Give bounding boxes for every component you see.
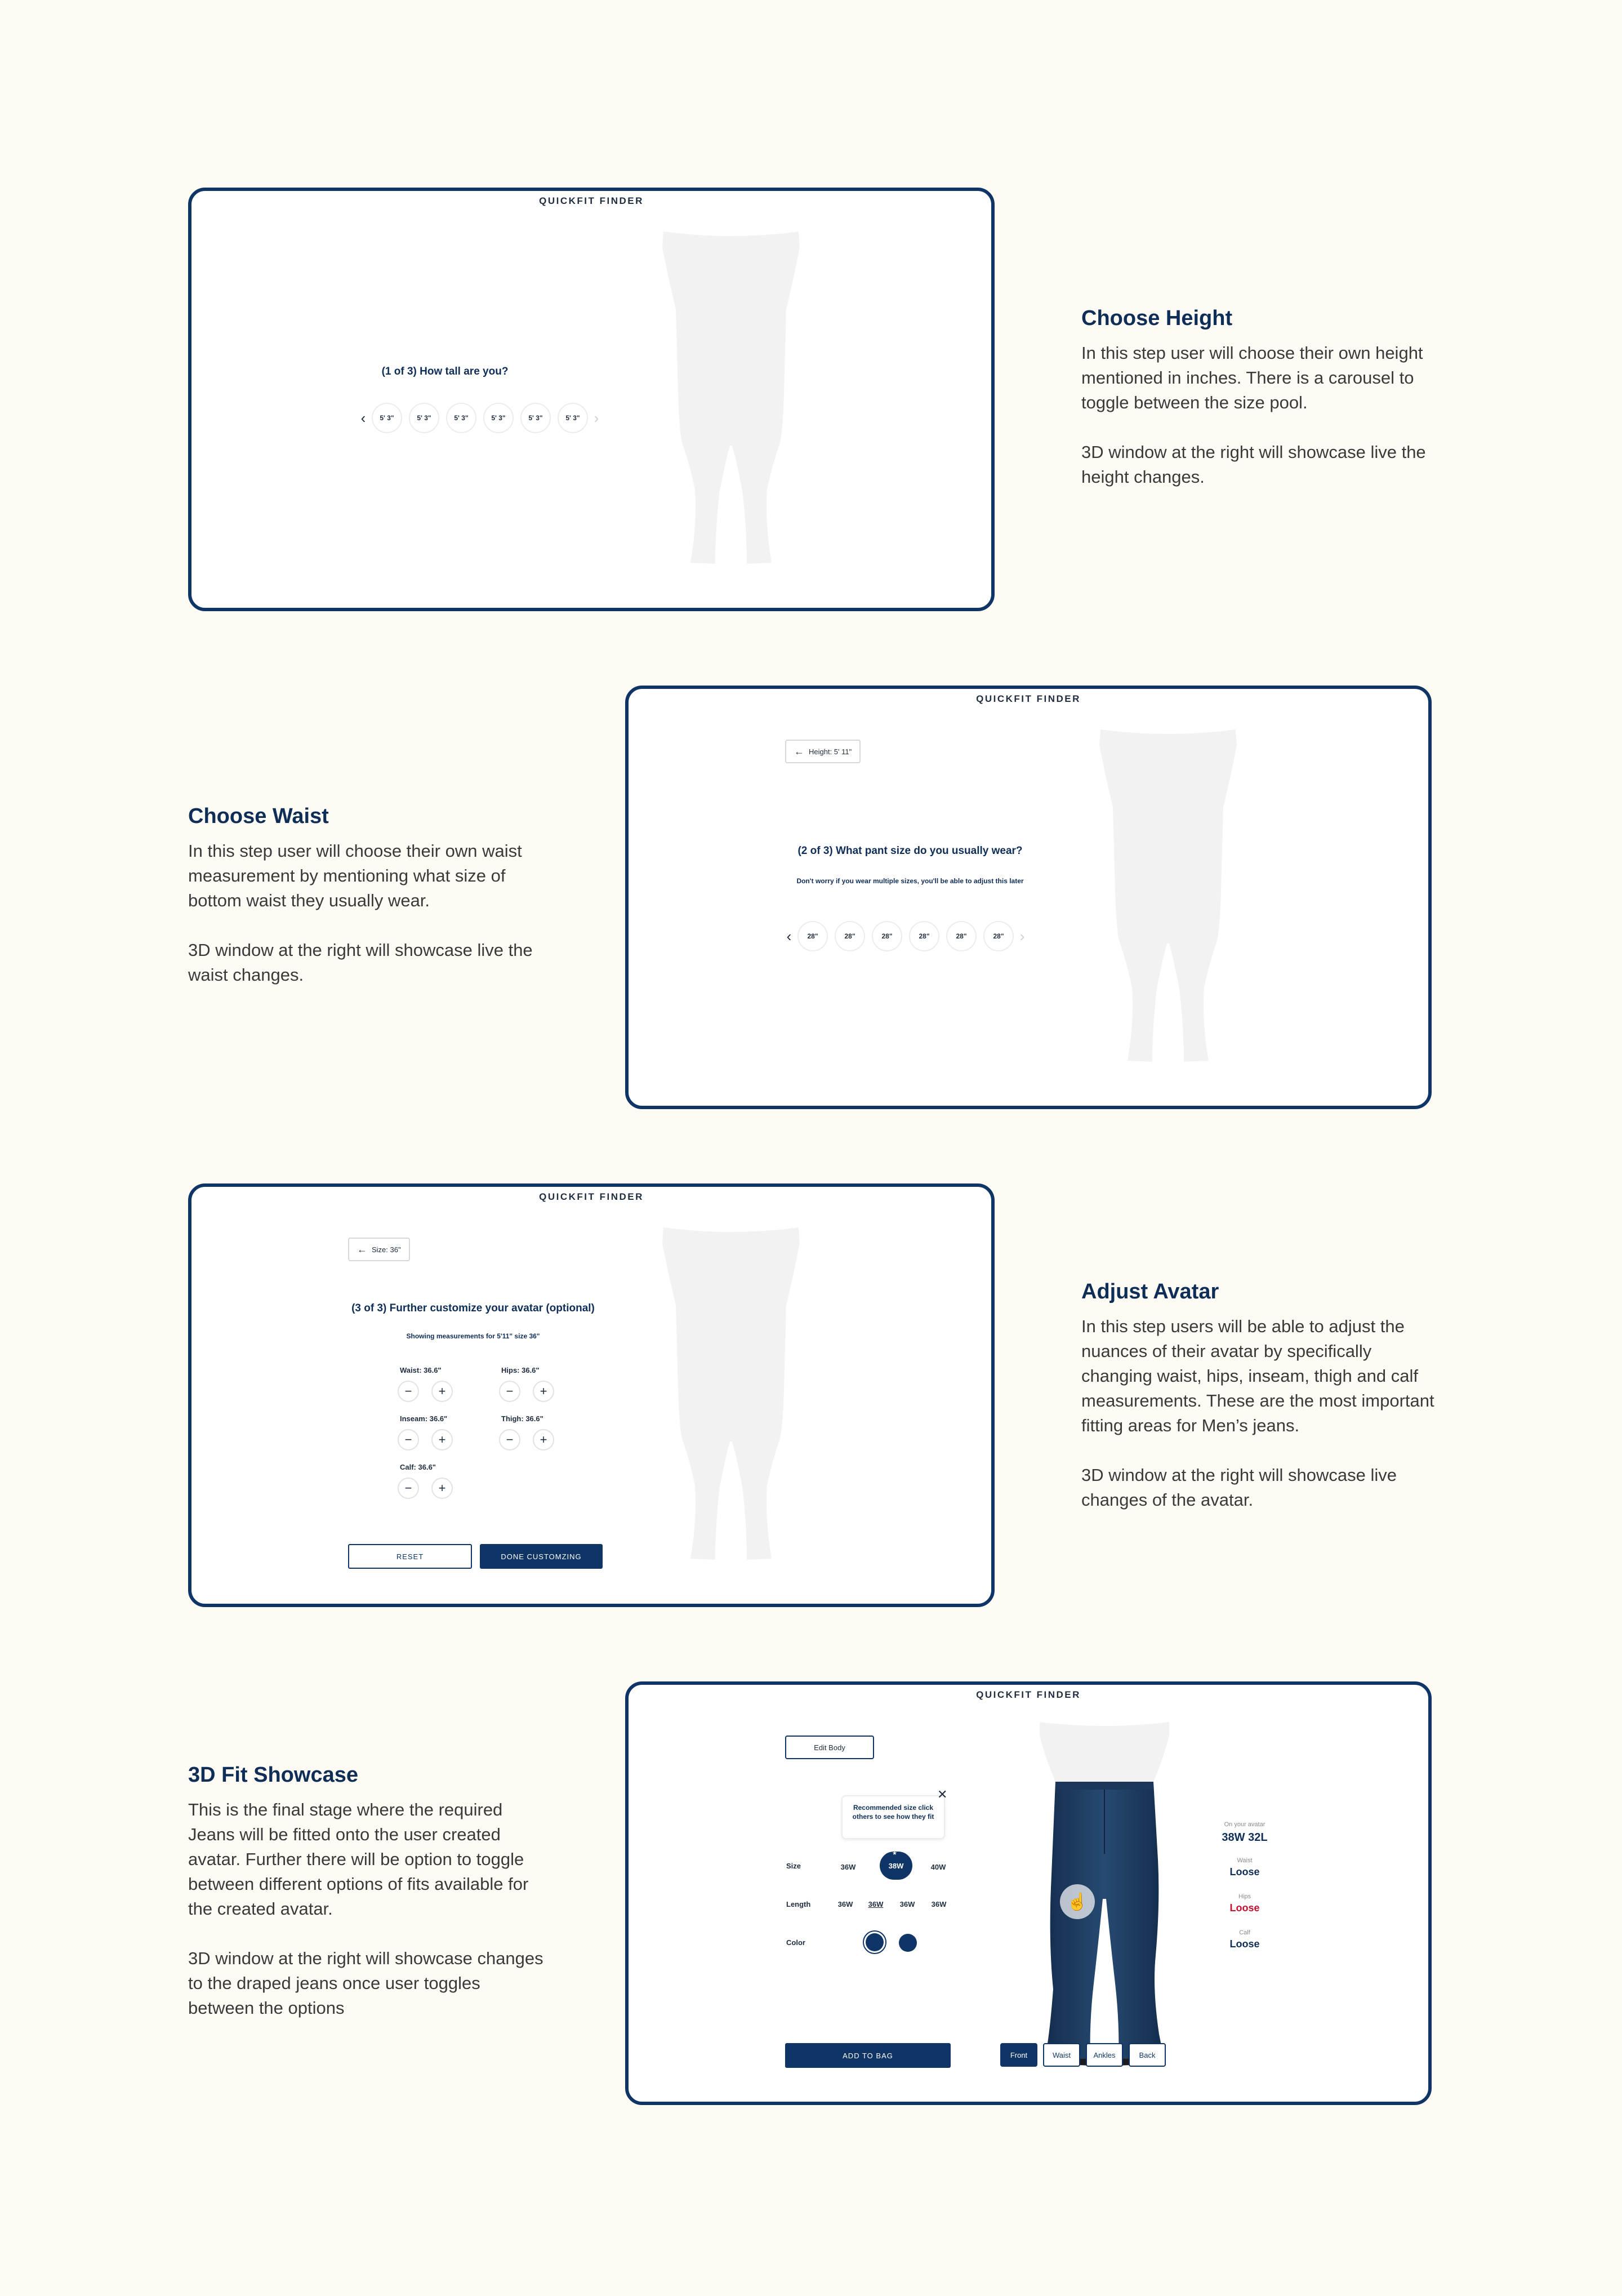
star-icon: ★ — [892, 1850, 897, 1857]
calf-increase-button[interactable]: + — [431, 1478, 453, 1499]
section-paragraph: 3D window at the right will showcase changes to the draped jeans once user toggles between the options — [188, 1948, 543, 2018]
close-icon[interactable]: ✕ — [937, 1787, 948, 1801]
card-title: QUICKFIT FINDER — [976, 693, 1081, 704]
rotate-hand-icon[interactable]: ☝ — [1060, 1884, 1095, 1919]
fit-calf-value: Loose — [1229, 1938, 1260, 1950]
reset-button[interactable]: RESET — [348, 1544, 472, 1569]
length-option-selected[interactable]: 36W — [868, 1900, 884, 1908]
hips-decrease-button[interactable]: − — [499, 1381, 520, 1402]
view-front-button[interactable]: Front — [1000, 2043, 1037, 2067]
add-to-bag-button[interactable]: ADD TO BAG — [785, 2043, 951, 2068]
section-paragraph: 3D window at the right will showcase live the waist changes. — [188, 940, 533, 985]
chevron-right-icon[interactable]: › — [1019, 927, 1025, 945]
waist-option[interactable]: 28" — [835, 921, 865, 951]
height-option[interactable]: 5' 3" — [409, 403, 439, 433]
card-title: QUICKFIT FINDER — [539, 195, 644, 206]
color-swatch-fill — [866, 1933, 884, 1951]
edit-body-button[interactable]: Edit Body — [785, 1736, 874, 1759]
height-description — [1081, 306, 1442, 514]
view-ankles-button[interactable]: Ankles — [1086, 2043, 1123, 2067]
back-label: Size: 36" — [372, 1245, 401, 1254]
chevron-left-icon[interactable]: ‹ — [360, 409, 366, 426]
arrow-left-icon: ← — [357, 1243, 367, 1255]
avatar-with-jeans — [1028, 1719, 1180, 2068]
thigh-increase-button[interactable]: + — [533, 1429, 554, 1450]
inseam-decrease-button[interactable]: − — [398, 1429, 419, 1450]
chevron-right-icon[interactable]: › — [594, 409, 599, 426]
section-paragraph: In this step user will choose their own height mentioned in inches. There is a carousel to toggle between the size pool. — [1081, 343, 1423, 412]
section-paragraph: In this step users will be able to adjust the nuances of their avatar by specifically changing waist, hips, inseam, thigh and calf measurements. These are the most important fitting areas for Men’s jeans. — [1081, 1316, 1434, 1435]
section-paragraph: This is the final stage where the required Jeans will be fitted onto the user created avatar. Further there will be option to toggle between different options of fits available for the created avatar. — [188, 1800, 529, 1919]
waist-decrease-button[interactable]: − — [398, 1381, 419, 1402]
waist-option[interactable]: 28" — [797, 921, 828, 951]
section-heading: Choose Height — [1081, 306, 1233, 330]
calf-decrease-button[interactable]: − — [398, 1478, 419, 1499]
length-option[interactable]: 36W — [931, 1900, 947, 1908]
height-option[interactable]: 5' 3" — [483, 403, 514, 433]
card-title: QUICKFIT FINDER — [976, 1689, 1081, 1700]
recommended-size-tooltip — [841, 1795, 945, 1839]
waist-carousel — [781, 921, 1031, 951]
fit-waist-value: Loose — [1229, 1866, 1260, 1877]
back-label: Height: 5' 11" — [809, 747, 852, 756]
on-avatar-size: 38W 32L — [1222, 1831, 1268, 1844]
waist-option[interactable]: 28" — [909, 921, 939, 951]
section-paragraph: 3D window at the right will showcase live the height changes. — [1081, 442, 1426, 487]
waist-measurement-label: Waist: 36.6" — [400, 1366, 442, 1374]
avatar-silhouette — [1089, 723, 1247, 1072]
height-question: (1 of 3) How tall are you? — [381, 366, 509, 377]
chevron-left-icon[interactable]: ‹ — [786, 927, 792, 945]
inseam-measurement-label: Inseam: 36.6" — [400, 1414, 448, 1423]
size-label: Size — [786, 1862, 801, 1870]
card-title: QUICKFIT FINDER — [539, 1191, 644, 1202]
tooltip-text: Recommended size click others to see how they fit — [852, 1804, 934, 1821]
on-avatar-label: On your avatar — [1224, 1821, 1265, 1828]
selected-size-text: 38W — [888, 1861, 904, 1870]
fit-waist-label: Waist — [1237, 1857, 1253, 1864]
hips-increase-button[interactable]: + — [533, 1381, 554, 1402]
waist-increase-button[interactable]: + — [431, 1381, 453, 1402]
arrow-left-icon: ← — [794, 745, 804, 757]
length-label: Length — [786, 1900, 811, 1908]
calf-measurement-label: Calf: 36.6" — [400, 1463, 436, 1471]
avatar-silhouette — [652, 225, 810, 574]
waist-description — [188, 804, 549, 1012]
section-heading: Adjust Avatar — [1081, 1280, 1219, 1303]
section-paragraph: In this step user will choose their own waist measurement by mentioning what size of bottom waist they usually wear. — [188, 841, 522, 910]
color-swatch[interactable] — [899, 1934, 917, 1952]
fit-showcase-description — [188, 1763, 549, 2045]
inseam-increase-button[interactable]: + — [431, 1429, 453, 1450]
height-option[interactable]: 5' 3" — [558, 403, 588, 433]
back-to-height-button[interactable] — [785, 740, 861, 763]
section-heading: 3D Fit Showcase — [188, 1763, 358, 1787]
waist-option[interactable]: 28" — [983, 921, 1014, 951]
length-option[interactable]: 36W — [899, 1900, 915, 1908]
length-option[interactable]: 36W — [837, 1900, 853, 1908]
customize-subtext: Showing measurements for 5'11" size 36" — [406, 1332, 540, 1340]
view-waist-button[interactable]: Waist — [1043, 2043, 1080, 2067]
view-back-button[interactable]: Back — [1129, 2043, 1166, 2067]
height-option[interactable]: 5' 3" — [520, 403, 551, 433]
size-option[interactable]: 40W — [930, 1863, 946, 1871]
hips-measurement-label: Hips: 36.6" — [501, 1366, 540, 1374]
done-customizing-button[interactable]: DONE CUSTOMZING — [480, 1544, 603, 1569]
customize-question: (3 of 3) Further customize your avatar (optional) — [351, 1302, 595, 1314]
avatar-silhouette — [652, 1221, 810, 1570]
height-step-card — [188, 188, 995, 611]
waist-step-card — [625, 686, 1432, 1109]
height-option[interactable]: 5' 3" — [446, 403, 476, 433]
size-option[interactable]: 36W — [840, 1863, 856, 1871]
fit-showcase-card — [625, 1681, 1432, 2105]
waist-subtext: Don't worry if you wear multiple sizes, you'll be able to adjust this later — [796, 877, 1024, 885]
height-carousel — [355, 403, 605, 433]
waist-option[interactable]: 28" — [872, 921, 902, 951]
color-swatch-selected[interactable] — [863, 1930, 886, 1954]
waist-option[interactable]: 28" — [946, 921, 977, 951]
adjust-avatar-card — [188, 1183, 995, 1607]
color-label: Color — [786, 1938, 805, 1947]
view-buttons — [1000, 2043, 1169, 2067]
fit-hips-label: Hips — [1238, 1893, 1251, 1900]
adjust-avatar-description — [1081, 1280, 1442, 1537]
section-heading: Choose Waist — [188, 804, 329, 828]
fit-calf-label: Calf — [1239, 1929, 1250, 1936]
thigh-decrease-button[interactable]: − — [499, 1429, 520, 1450]
section-paragraph: 3D window at the right will showcase live changes of the avatar. — [1081, 1465, 1397, 1510]
back-to-size-button[interactable] — [348, 1238, 410, 1261]
height-option[interactable]: 5' 3" — [372, 403, 402, 433]
thigh-measurement-label: Thigh: 36.6" — [501, 1414, 543, 1423]
fit-hips-value: Loose — [1229, 1902, 1260, 1914]
waist-question: (2 of 3) What pant size do you usually wear? — [797, 845, 1023, 857]
